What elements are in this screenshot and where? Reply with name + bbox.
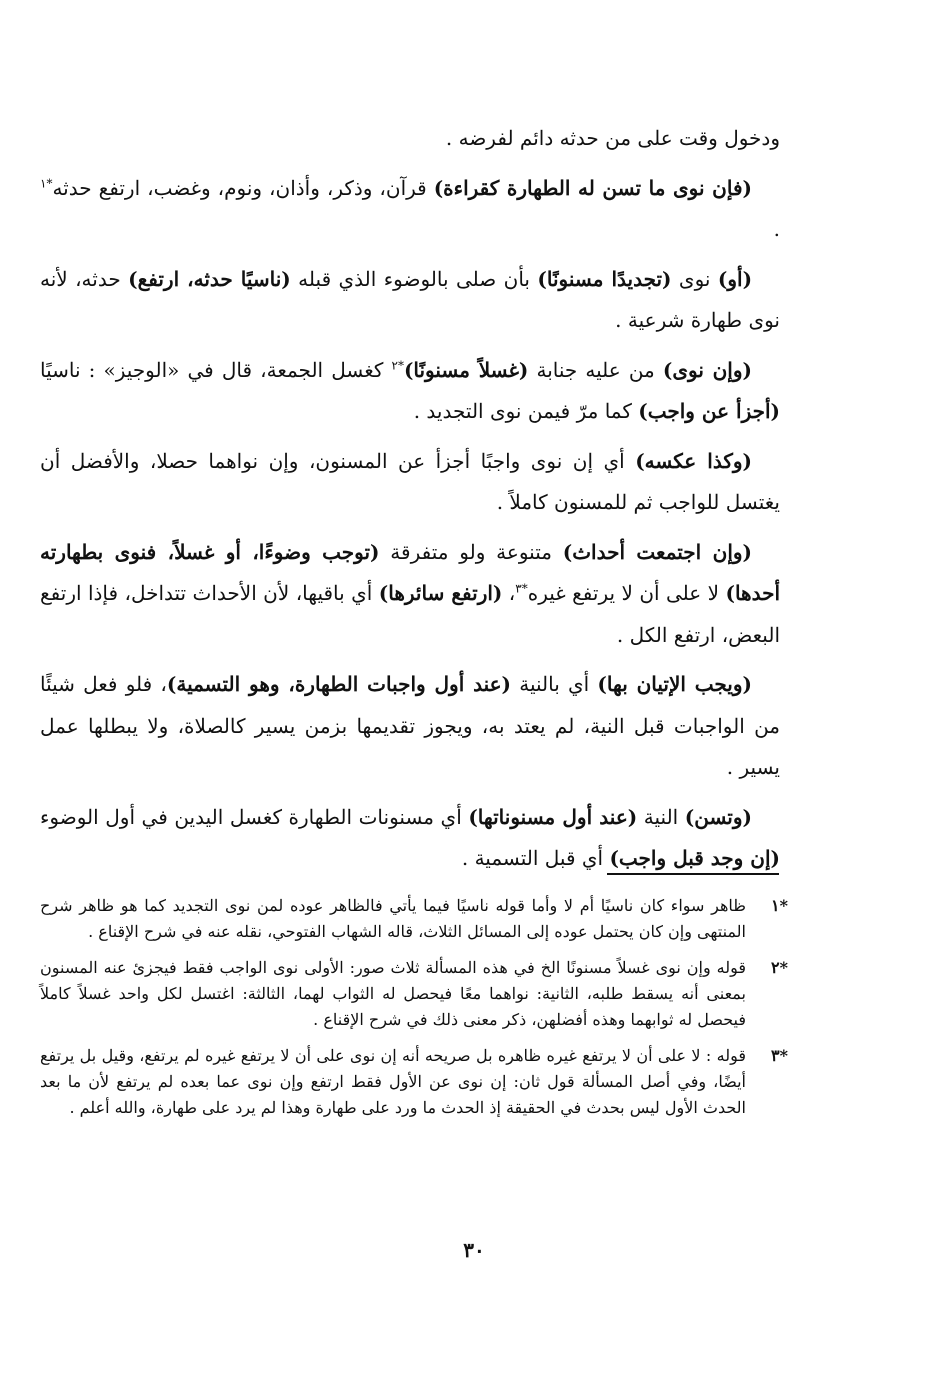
text-span: نوى (671, 266, 718, 291)
bold-text: (ارتفع سائرها) (378, 581, 503, 605)
bold-text: (أجزأ عن واجب) (638, 399, 780, 423)
footnote-text: ظاهر سواء كان ناسيًا أم لا وأما قوله ناسيًا فيما يأتي فالظاهر عوده لمن نوى التجديد كما هو ظاهر شرح المنتهى وإن كان يحتمل عوده إلى المسائل الثلاث، قاله الشهاب الفتوحي، نقله عنه في شرح الإقناع . (40, 896, 746, 941)
text-span: متنوعة ولو متفرقة (379, 539, 563, 564)
footnote-text: قوله : لا على أن لا يرتفع غيره ظاهره بل صريحه أنه إن نوى على أن لا يرتفع غيره لم يرتفع، وقيل بل يرتفع أيضًا، وفي أصل المسألة قول ثان: إن نوى عن الأول فقط ارتفع وإن نوى عما بعده لم يرتفع لأن ما بعد الحدث الأول ليس بحدث في الحقيقة إذ الحدث ما ورد على طهارة وهذا لم يرد على طهارة، والله أعلم . (40, 1046, 747, 1117)
paragraph-3 (40, 350, 780, 433)
page-number: ٣٠ (463, 1238, 485, 1262)
footnote-ref-2: *٢ (391, 357, 404, 372)
text-span: كغسل الجمعة، قال في «الوجيز» : ناسيًا (40, 357, 392, 382)
bold-text: (إن وجد قبل واجب) (609, 846, 780, 870)
bold-text: (تجديدًا مسنونًا) (537, 266, 672, 291)
text-span: أي باقيها، لأن الأحداث تتداخل، فإذا ارتفع البعض، ارتفع الكل . (40, 581, 780, 647)
footnote-text: قوله وإن نوى غسلاً مسنونًا الخ في هذه المسألة ثلاث صور: الأولى نوى الواجب فقط فيجزئ عنه المسنون بمعنى أنه يسقط طلبه، الثانية: نواهما معًا فيحصل له الثواب لهما، الثالثة: اغتسل لكل واحد غسلاً كاملاً فيحصل له ثوابهما وهذه أفضلهن، ذكر معنى ذلك في شرح الإقناع . (40, 958, 746, 1029)
footnote-mark: *٣ (771, 1046, 788, 1065)
footnote-ref-3: *٣ (515, 581, 528, 596)
bold-text: (ويجب الإتيان بها) (597, 672, 752, 696)
bold-text: (وتسن) (684, 804, 752, 829)
footnote-ref-1: *١ (40, 175, 53, 190)
footnotes (40, 893, 788, 1131)
footnote-mark: *٢ (771, 958, 788, 977)
paragraph-2 (40, 259, 780, 342)
text-span: بأن صلى بالوضوء الذي قبله (290, 266, 538, 291)
paragraph-1 (40, 168, 780, 251)
paragraph-5 (40, 532, 780, 657)
paragraph-7 (40, 797, 780, 880)
bold-text: (فإن نوى ما تسن له الطهارة كقراءة) (433, 175, 752, 200)
bold-text: (عند أول واجبات الطهارة، وهو التسمية) (166, 672, 512, 696)
footnote-3 (40, 1043, 788, 1121)
bold-text: (أو) (717, 266, 753, 291)
text-span: أي بالنية (511, 672, 598, 696)
footnote-2 (40, 955, 788, 1033)
footnote-mark: *١ (771, 896, 788, 915)
text-span: النية (637, 804, 685, 829)
bold-text: (وكذا عكسه) (635, 448, 753, 473)
text-span: . (773, 217, 780, 241)
paragraph-4 (40, 441, 780, 524)
main-text (40, 118, 780, 888)
text-span: أي قبل التسمية . (461, 846, 610, 870)
text-span: كما مرّ فيمن نوى التجديد . (413, 399, 639, 423)
bold-text: (غسلاً مسنونًا) (403, 357, 529, 382)
text-span: ، (502, 581, 516, 605)
bold-text: (وإن اجتمعت أحداث) (562, 539, 752, 564)
bold-text: (عند أول مسنوناتها) (468, 804, 638, 829)
bold-text: (وإن نوى) (662, 357, 752, 382)
text-span: لا على أن لا يرتفع غيره (527, 581, 726, 605)
paragraph-6 (40, 664, 780, 789)
bold-text: (ناسيًا حدثه، ارتفع) (128, 266, 291, 291)
text-span: من عليه جنابة (528, 357, 663, 382)
bold-text: (توجب وضوءًا، أو غسلاً، فنوى بطهارته أحدها) (40, 539, 781, 605)
footnote-divider (607, 873, 779, 875)
text-span: أي إن نوى واجبًا أجزأ عن المسنون، وإن نواهما حصلا، والأفضل أن يغتسل للواجب ثم للمسنون كاملاً . (40, 448, 780, 514)
paragraph-0: ودخول وقت على من حدثه دائم لفرضه . (445, 126, 780, 150)
text-span: أي مسنونات الطهارة كغسل اليدين في أول الوضوء (40, 804, 469, 829)
text-span: ، فلو فعل شيئًا من الواجبات قبل النية، لم يعتد به، ويجوز تقديمها بزمن يسير كالصلاة، ولا يبطلها عمل يسير . (40, 672, 780, 779)
footnote-1 (40, 893, 788, 945)
text-span: قرآن، وذكر، وأذان، ونوم، وغضب، ارتفع حدثه (52, 175, 434, 200)
text-span: حدثه، لأنه نوى طهارة شرعية . (40, 266, 780, 332)
